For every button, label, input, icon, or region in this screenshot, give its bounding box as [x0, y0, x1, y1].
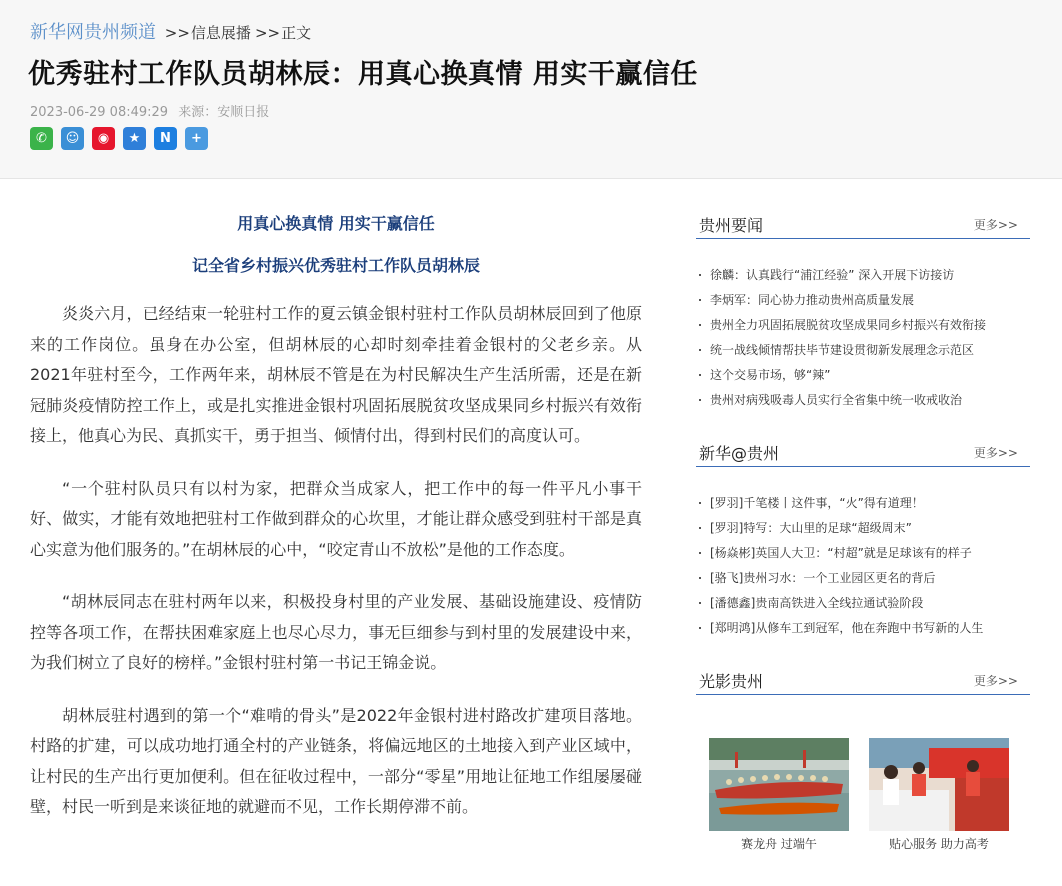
- section-header-xinhua-guizhou: [696, 436, 1030, 467]
- more-link[interactable]: 更多>>: [973, 218, 1018, 232]
- weibo-icon[interactable]: ◉: [92, 127, 115, 150]
- news-link[interactable]: [杨焱彬]英国人大卫：“村超”就是足球该有的样子: [710, 546, 972, 560]
- news-icon[interactable]: N: [154, 127, 177, 150]
- news-link[interactable]: [罗羽]千笔楼丨这件事，“火”得有道理！: [710, 496, 924, 510]
- list-item[interactable]: [696, 266, 1030, 291]
- source-name: 安顺日报: [217, 105, 270, 120]
- news-link[interactable]: [潘德鑫]贵南高铁进入全线拉通试验阶段: [710, 596, 924, 610]
- photo-caption[interactable]: 贴心服务 助力高考: [889, 837, 989, 851]
- qzone-icon[interactable]: ☺: [61, 127, 84, 150]
- section-title: 贵州要闻: [699, 216, 764, 235]
- breadcrumb-site-link[interactable]: 新华网贵州频道: [30, 22, 156, 43]
- news-link[interactable]: [罗羽]特写：大山里的足球“超级周末”: [710, 521, 912, 535]
- article-header: [0, 0, 1062, 179]
- article-subtitle-secondary: 记全省乡村振兴优秀驻村工作队员胡林辰: [191, 256, 480, 275]
- article-subtitle: 用真心换真情 用实干赢信任: [237, 214, 435, 233]
- list-item[interactable]: [696, 291, 1030, 316]
- exam-service-photo[interactable]: [869, 738, 1009, 831]
- list-item[interactable]: [696, 391, 1030, 416]
- list-item[interactable]: [696, 341, 1030, 366]
- list-item[interactable]: [696, 544, 1030, 569]
- breadcrumb: [30, 18, 311, 44]
- star-icon[interactable]: ★: [123, 127, 146, 150]
- photo-card[interactable]: [869, 738, 1009, 852]
- breadcrumb-separator: >>: [164, 24, 190, 42]
- news-list-guizhou: [696, 266, 1030, 416]
- article-paragraph: 炎炎六月，已经结束一轮驻村工作的夏云镇金银村驻村工作队员胡林辰回到了他原来的工作岗位。虽身在办公室，但胡林辰的心却时刻牵挂着金银村的父老乡亲。从2021年驻村至今，工作两年来，胡林辰不管是在为村民解决生产生活所需，还是在新冠肺炎疫情防控工作上，或是扎实推进金银村巩固拓展脱贫攻坚成果同乡村振兴有效衔接上，他真心为民、真抓实干，勇于担当、倾情付出，得到村民们的高度认可。: [30, 304, 642, 445]
- section-title: 光影贵州: [699, 672, 764, 691]
- breadcrumb-separator: >>: [254, 24, 281, 42]
- section-header-guizhou-news: [696, 208, 1030, 239]
- news-link[interactable]: 这个交易市场，够“辣”: [710, 368, 831, 382]
- plus-icon[interactable]: +: [185, 127, 208, 150]
- article-paragraph: “一个驻村队员只有以村为家，把群众当成家人，把工作中的每一件平凡小事干好、做实，才能有效地把驻村工作做到群众的心坎里，才能让群众感受到驻村干部是真心实意为他们服务的。”在胡林辰的心中，“咬定青山不放松”是他的工作态度。: [30, 478, 642, 559]
- news-link[interactable]: [骆飞]贵州习水：一个工业园区更名的背后: [710, 571, 936, 585]
- breadcrumb-current: 正文: [281, 24, 312, 42]
- news-link[interactable]: [郑明鸿]从修车工到冠军，他在奔跑中书写新的人生: [710, 621, 984, 635]
- photo-card[interactable]: [709, 738, 849, 852]
- news-link[interactable]: 徐麟：认真践行“浦江经验” 深入开展下访接访: [710, 268, 955, 282]
- news-link[interactable]: 李炳军：同心协力推动贵州高质量发展: [710, 293, 915, 307]
- list-item[interactable]: [696, 494, 1030, 519]
- list-item[interactable]: [696, 316, 1030, 341]
- list-item[interactable]: [696, 619, 1030, 644]
- wechat-icon[interactable]: ✆: [30, 127, 53, 150]
- breadcrumb-section-link[interactable]: 信息展播: [190, 24, 251, 42]
- dragon-boat-image: [709, 738, 849, 831]
- news-list-xinhua: [696, 494, 1030, 644]
- photo-caption[interactable]: 赛龙舟 过端午: [741, 837, 817, 851]
- section-header-photo-guizhou: [696, 664, 1030, 695]
- list-item[interactable]: [696, 519, 1030, 544]
- page-title: 优秀驻村工作队员胡林辰：用真心换真情 用实干赢信任: [28, 59, 698, 90]
- article-paragraph: 胡林辰驻村遇到的第一个“难啃的骨头”是2022年金银村进村路改扩建项目落地。村路的扩建，可以成功地打通全村的产业链条，将偏远地区的土地接入到产业区域中，让村民的生产出行更加便利。但在征收过程中，一部分“零星”用地让征地工作组屡屡碰壁，村民一听到是来谈征地的就避而不见，工作长期停滞不前。: [30, 705, 642, 816]
- list-item[interactable]: [696, 569, 1030, 594]
- article-body: [30, 178, 642, 886]
- share-bar: [30, 127, 208, 150]
- news-link[interactable]: 贵州对病残吸毒人员实行全省集中统一收戒收治: [710, 393, 963, 407]
- more-link[interactable]: 更多>>: [973, 674, 1018, 688]
- exam-service-image: [869, 738, 1009, 831]
- news-link[interactable]: 统一战线倾情帮扶毕节建设贯彻新发展理念示范区: [710, 343, 975, 357]
- list-item[interactable]: [696, 366, 1030, 391]
- list-item[interactable]: [696, 594, 1030, 619]
- article-meta: [30, 101, 269, 120]
- source-label: 来源：: [178, 105, 218, 120]
- more-link[interactable]: 更多>>: [973, 446, 1018, 460]
- dragon-boat-photo[interactable]: [709, 738, 849, 831]
- news-link[interactable]: 贵州全力巩固拓展脱贫攻坚成果同乡村振兴有效衔接: [710, 318, 987, 332]
- publish-datetime: 2023-06-29 08:49:29: [30, 105, 169, 120]
- article-paragraph: “胡林辰同志在驻村两年以来，积极投身村里的产业发展、基础设施建设、疫情防控等各项工作，在帮扶困难家庭上也尽心尽力，事无巨细参与到村里的发展建设中来，为我们树立了良好的榜样。”金银村驻村第一书记王锦金说。: [30, 592, 642, 672]
- section-title: 新华@贵州: [699, 444, 780, 463]
